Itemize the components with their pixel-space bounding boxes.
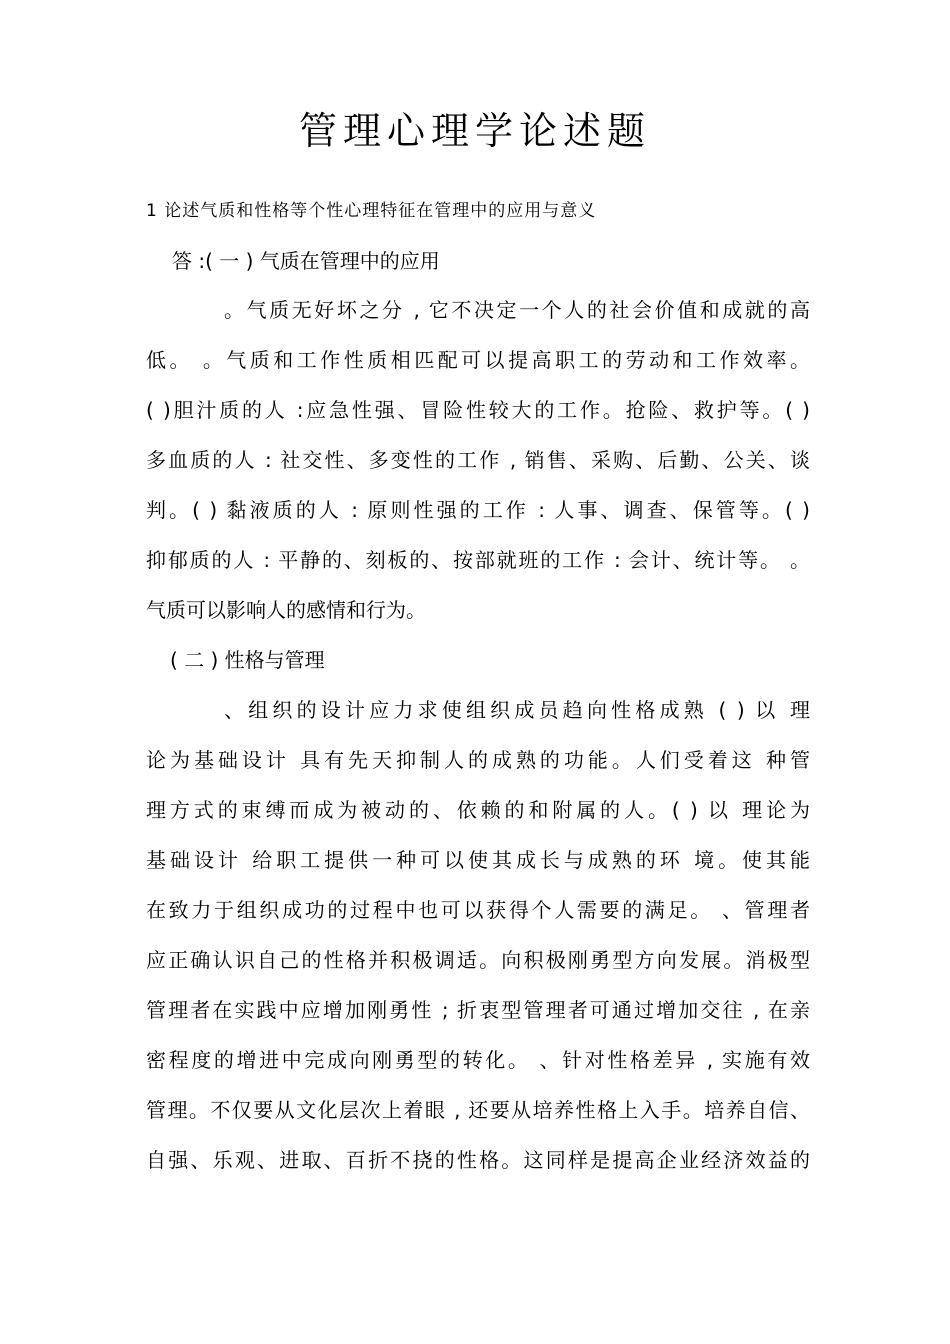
document-title: 管理心理学论述题	[298, 109, 651, 153]
paragraph-line: 多血质的人 : 社交性、多变性的工作 , 销售、采购、后勤、公关、谈	[146, 448, 810, 472]
paragraph-line: 基础设计 给职工提供一种可以使其成长与成熟的环 境。使其能	[146, 848, 810, 872]
paragraph-line: 理方式的束缚而成为被动的、依赖的和附属的人。( ) 以 理论为	[146, 798, 810, 822]
answer-heading: 答 :( 一 ) 气质在管理中的应用	[172, 249, 440, 273]
paragraph-line: 、组织的设计应力求使组织成员趋向性格成熟 ( ) 以 理	[224, 698, 810, 722]
paragraph-line: 在致力于组织成功的过程中也可以获得个人需要的满足。 、管理者	[146, 898, 810, 922]
paragraph-line: 低。 。气质和工作性质相匹配可以提高职工的劳动和工作效率。	[146, 348, 810, 372]
paragraph-line: 。气质无好坏之分 , 它不决定一个人的社会价值和成就的高	[224, 298, 810, 322]
paragraph-line: 管理。不仅要从文化层次上着眼 , 还要从培养性格上入手。培养自信、	[146, 1098, 810, 1122]
paragraph-line: 密程度的增进中完成向刚勇型的转化。 、针对性格差异 , 实施有效	[146, 1048, 810, 1072]
paragraph-line: 应正确认识自己的性格并积极调适。向积极刚勇型方向发展。消极型	[146, 948, 810, 972]
paragraph-line: 论为基础设计 具有先天抑制人的成熟的功能。人们受着这 种管	[146, 748, 810, 772]
question-line: 1 论述气质和性格等个性心理特征在管理中的应用与意义	[146, 201, 597, 221]
paragraph-line: 气质可以影响人的感情和行为。	[146, 598, 426, 622]
paragraph-line: 管理者在实践中应增加刚勇性 ; 折衷型管理者可通过增加交往 , 在亲	[146, 998, 810, 1022]
paragraph-line: ( )胆汁质的人 :应急性强、冒险性较大的工作。抢险、救护等。( )	[146, 398, 810, 422]
paragraph-line: 抑郁质的人 : 平静的、刻板的、按部就班的工作 : 会计、统计等。 。	[146, 548, 810, 572]
paragraph-line: 判。( ) 黏液质的人 : 原则性强的工作 : 人事、调查、保管等。( )	[146, 498, 810, 522]
section-heading: ( 二 ) 性格与管理	[170, 648, 325, 672]
paragraph-line: 自强、乐观、进取、百折不挠的性格。这同样是提高企业经济效益的	[146, 1148, 810, 1172]
